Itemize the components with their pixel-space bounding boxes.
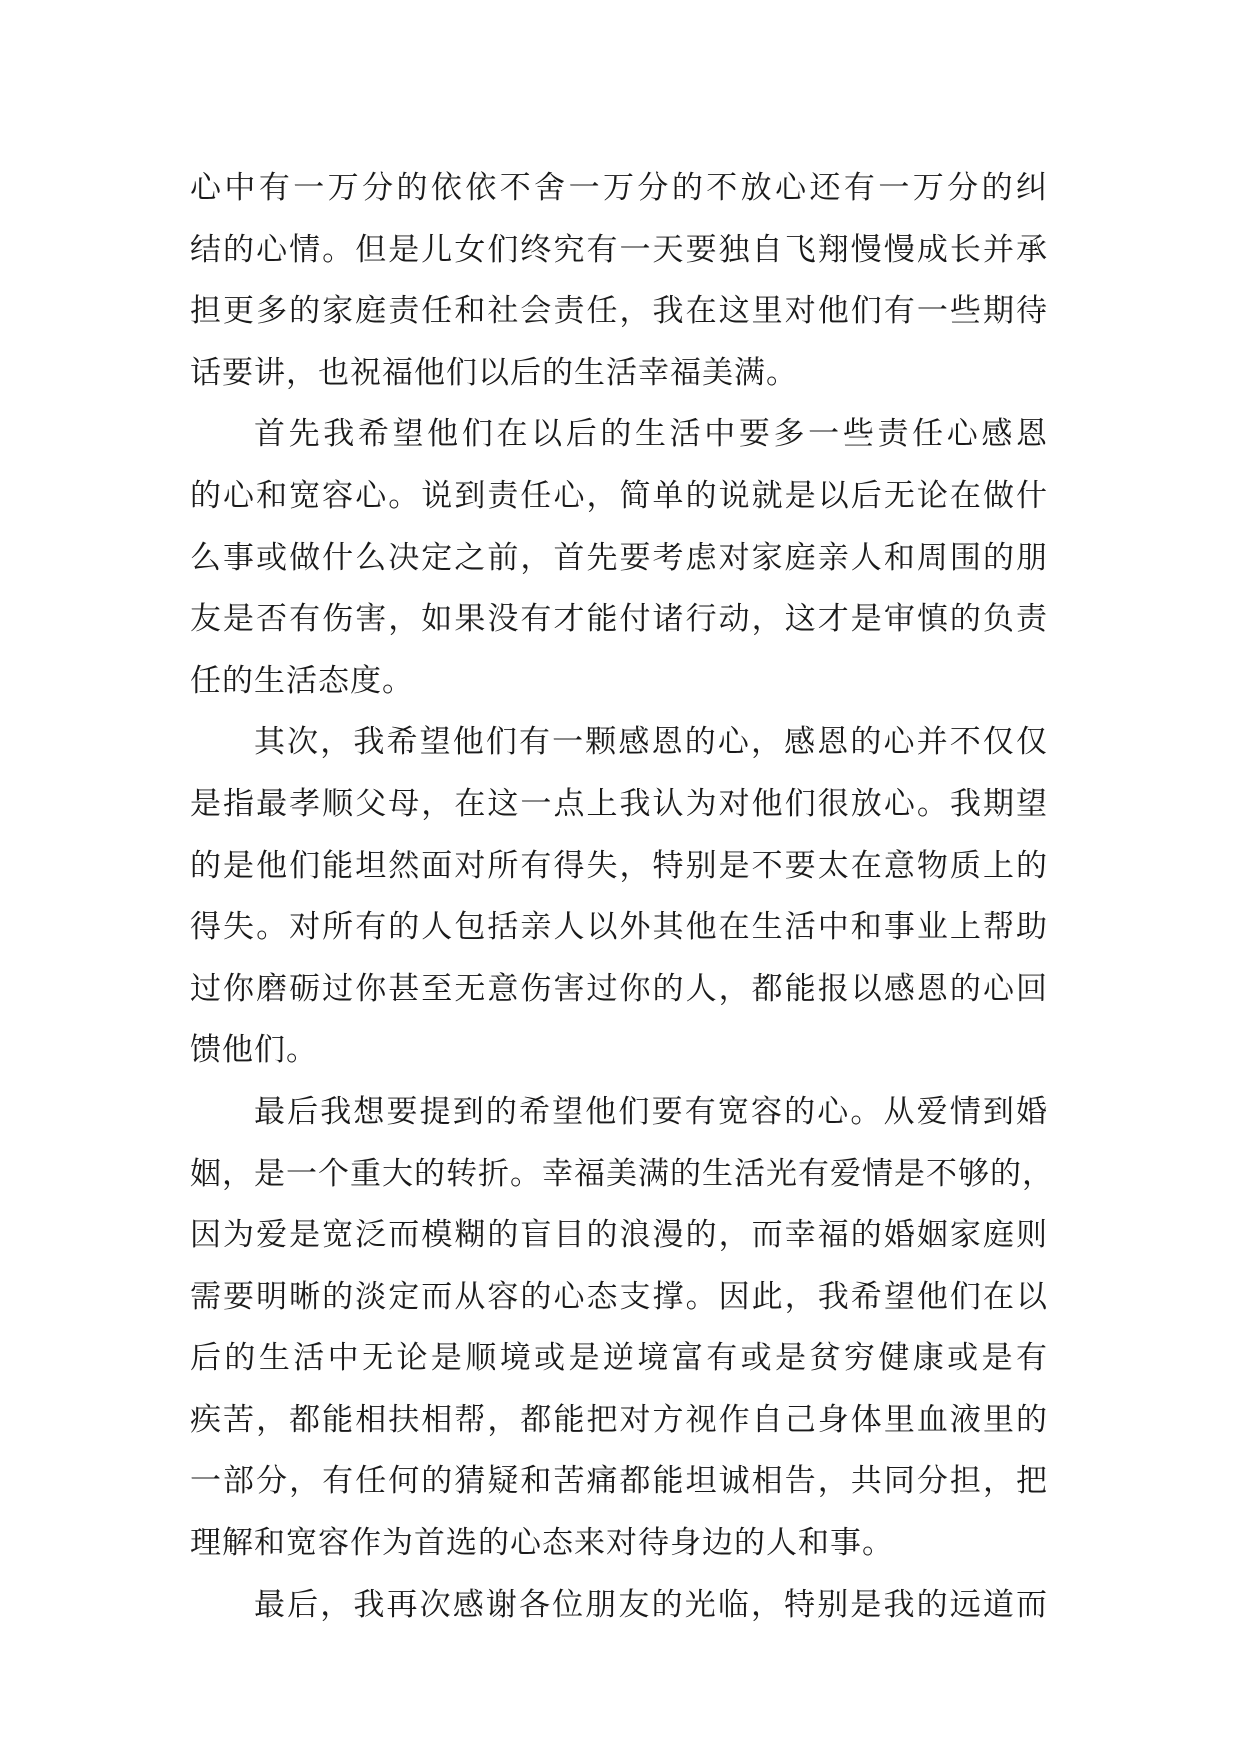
text-line: 疾苦，都能相扶相帮，都能把对方视作自己身体里血液里的 [190, 1401, 1048, 1438]
document-body [190, 158, 1054, 1636]
text-line: 其次，我希望他们有一颗感恩的心，感恩的心并不仅仅 [254, 724, 1048, 761]
text-line: 馈他们。 [190, 1032, 318, 1069]
paragraph [190, 712, 1048, 1082]
text-line: 需要明晰的淡定而从容的心态支撑。因此，我希望他们在以 [190, 1278, 1048, 1315]
text-line: 的心和宽容心。说到责任心，简单的说就是以后无论在做什 [190, 477, 1048, 514]
text-line: 任的生活态度。 [190, 662, 414, 699]
text-line: 话要讲，也祝福他们以后的生活幸福美满。 [190, 354, 798, 391]
text-line: 一部分，有任何的猜疑和苦痛都能坦诚相告，共同分担，把 [190, 1463, 1048, 1500]
text-line: 结的心情。但是儿女们终究有一天要独自飞翔慢慢成长并承 [190, 231, 1048, 268]
text-line: 担更多的家庭责任和社会责任，我在这里对他们有一些期待 [190, 293, 1048, 330]
paragraph [190, 158, 1048, 404]
text-line: 过你磨砺过你甚至无意伤害过你的人，都能报以感恩的心回 [190, 970, 1048, 1007]
text-line: 友是否有伤害，如果没有才能付诸行动，这才是审慎的负责 [190, 601, 1048, 638]
text-line: 么事或做什么决定之前，首先要考虑对家庭亲人和周围的朋 [190, 539, 1048, 576]
text-line: 首先我希望他们在以后的生活中要多一些责任心感恩 [254, 416, 1048, 453]
paragraph [190, 1082, 1054, 1575]
text-line: 理解和宽容作为首选的心态来对待身边的人和事。 [190, 1525, 894, 1562]
paragraph [190, 1575, 1048, 1637]
text-line: 因为爱是宽泛而模糊的盲目的浪漫的，而幸福的婚姻家庭则 [190, 1217, 1048, 1254]
text-line: 心中有一万分的依依不舍一万分的不放心还有一万分的纠 [190, 170, 1048, 206]
text-line: 的是他们能坦然面对所有得失，特别是不要太在意物质上的 [190, 847, 1048, 884]
text-line: 最后，我再次感谢各位朋友的光临，特别是我的远道而 [254, 1586, 1048, 1623]
text-line: 得失。对所有的人包括亲人以外其他在生活中和事业上帮助 [190, 909, 1048, 946]
text-line: 最后我想要提到的希望他们要有宽容的心。从爱情到婚 [254, 1093, 1048, 1130]
text-line: 是指最孝顺父母，在这一点上我认为对他们很放心。我期望 [190, 785, 1048, 822]
paragraph [190, 404, 1048, 712]
text-line: 姻，是一个重大的转折。幸福美满的生活光有爱情是不够的， [190, 1155, 1054, 1192]
text-line: 后的生活中无论是顺境或是逆境富有或是贫穷健康或是有 [190, 1340, 1048, 1377]
